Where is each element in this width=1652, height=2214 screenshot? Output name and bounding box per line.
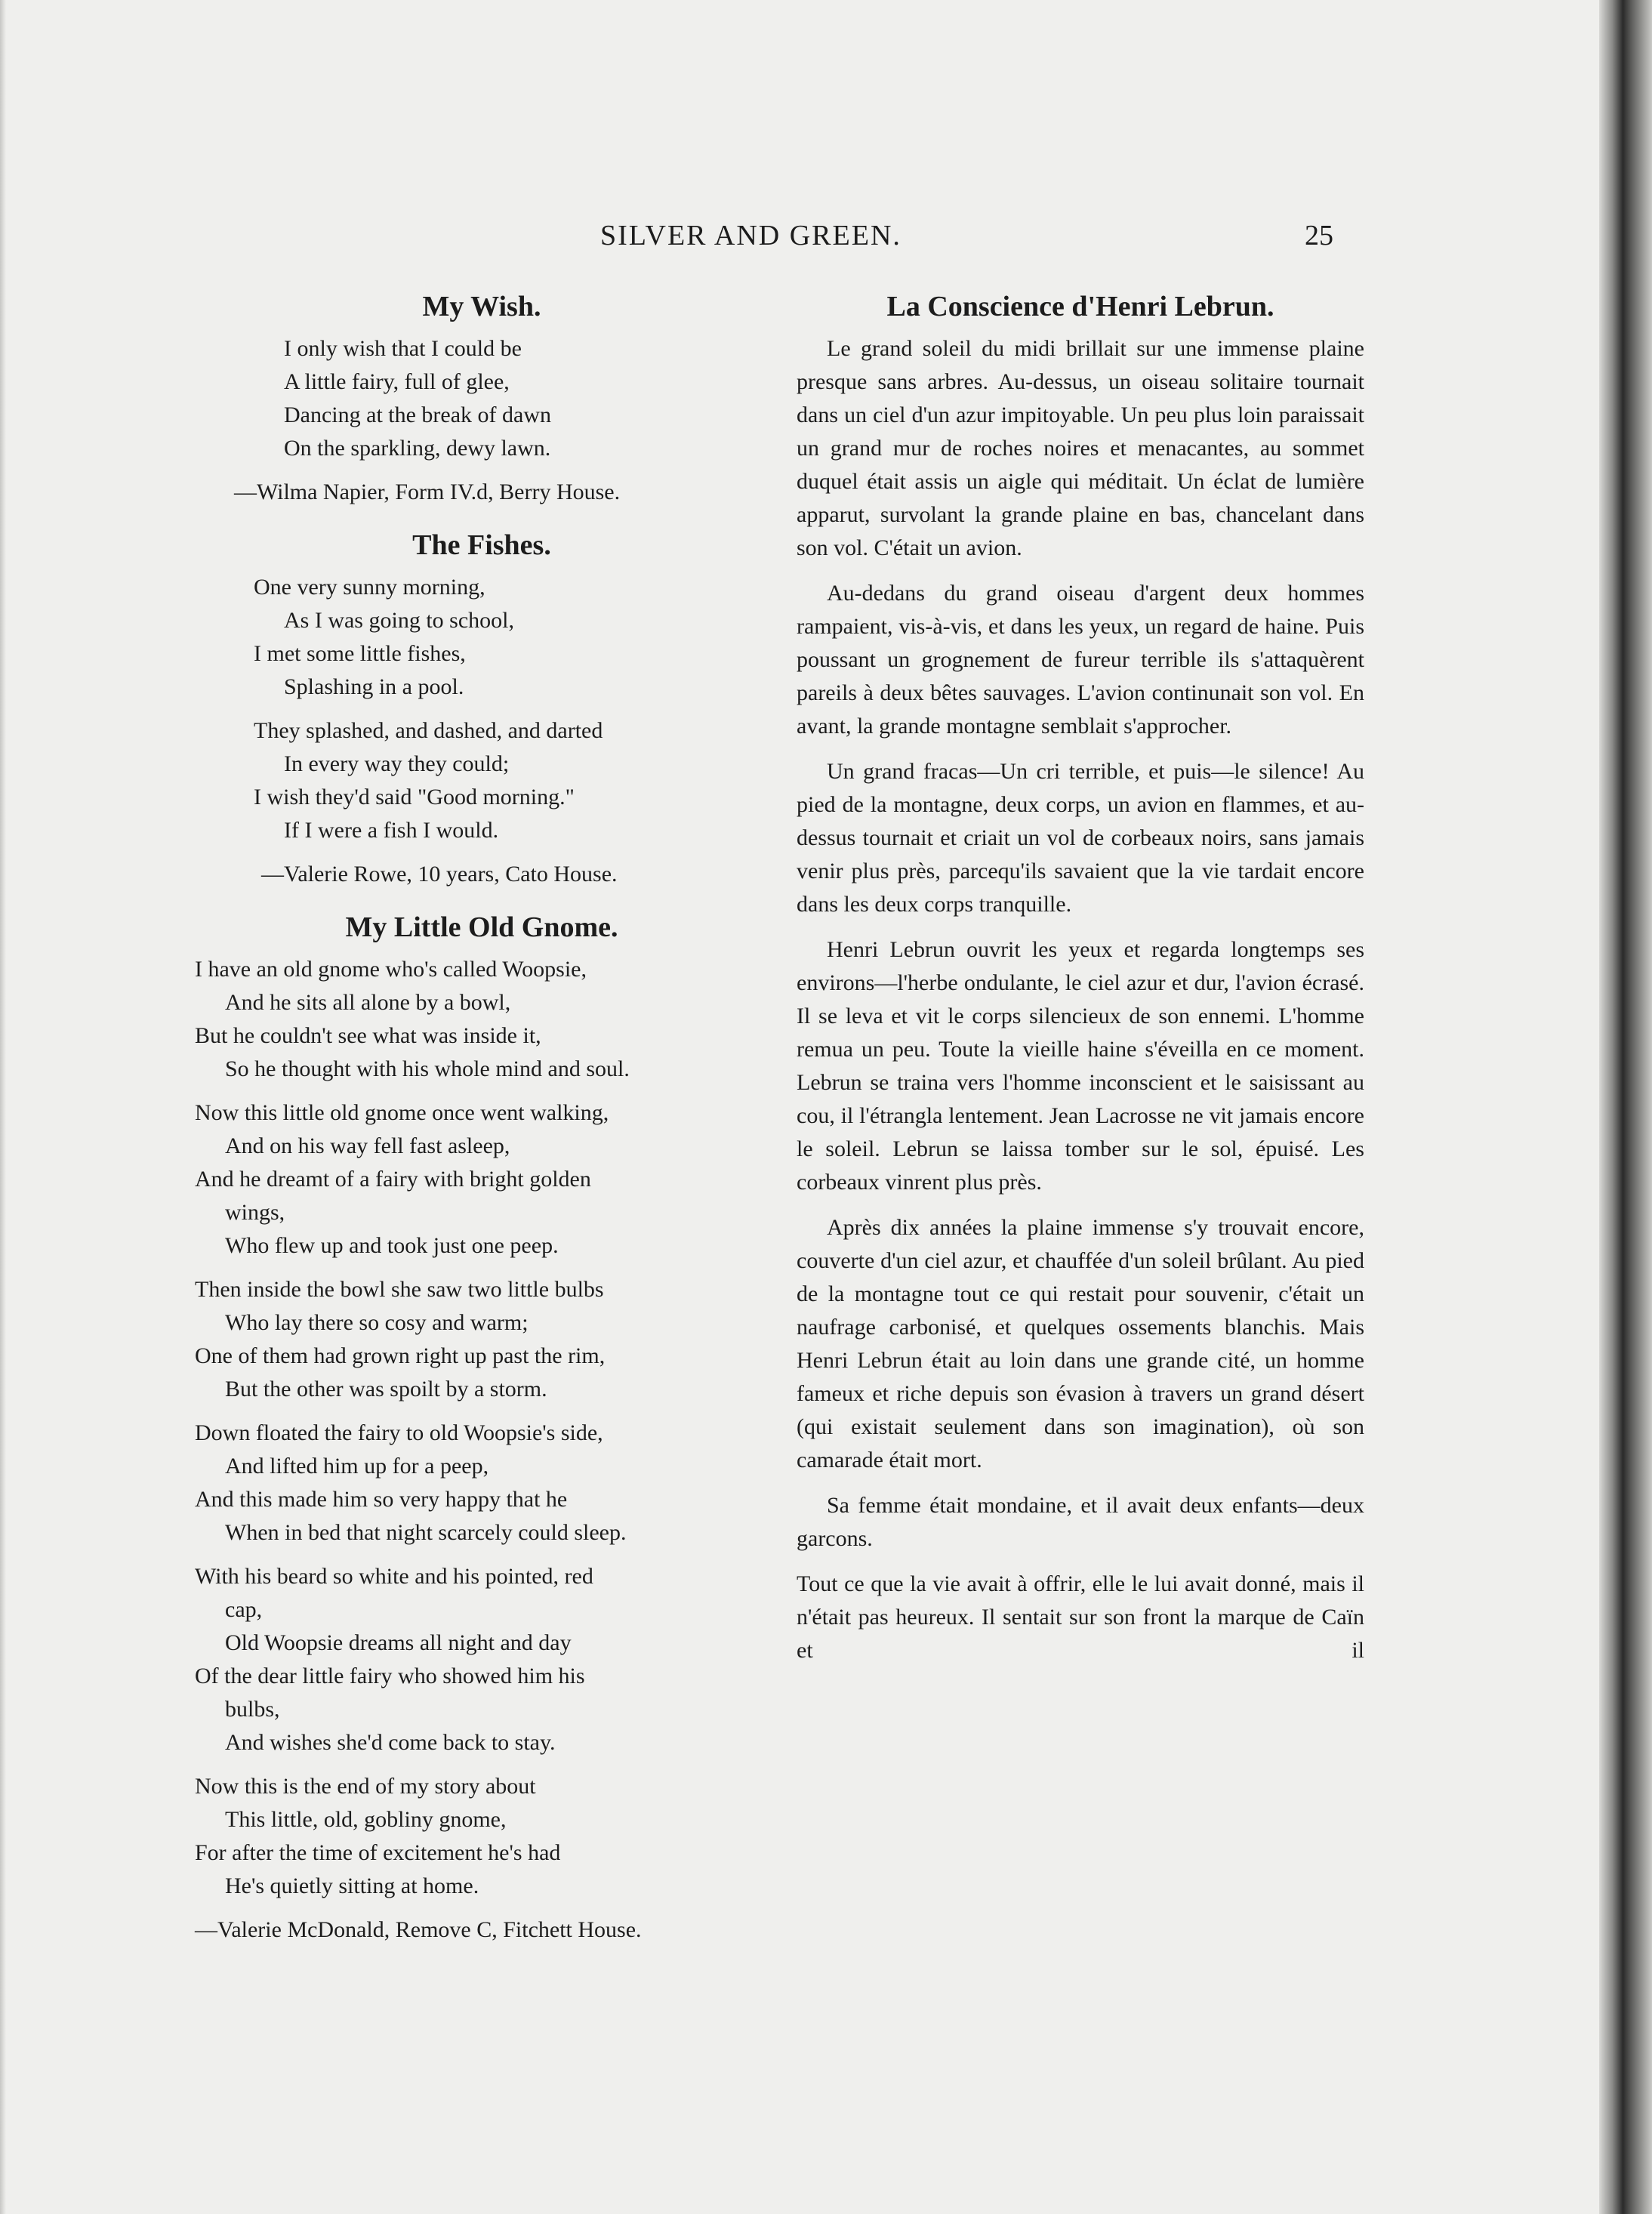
poem-my-little-old-gnome [195,908,769,1947]
poem-stanza [195,1417,769,1549]
poem-line: I have an old gnome who's called Woopsie, [195,957,587,982]
poem-line: Down floated the fairy to old Woopsie's side, [195,1420,603,1445]
poem-line: But he couldn't see what was inside it, [195,1023,541,1048]
poem-stanza [195,1770,769,1903]
story-paragraph: Un grand fracas—Un cri terrible, et puis—le silence! Au pied de la montagne, deux corps, un avion en flammes, et au-dessus tournait et criait un vol de corbeaux noirs, sans jamais venir plus près, parcequ'ils savaient que la vie tardait encore dans les deux corps tranquille. [797,759,1364,917]
story-title: La Conscience d'Henri Lebrun. [886,291,1274,322]
running-title: SILVER AND GREEN. [600,220,902,251]
book-binding-edge [1599,0,1652,2214]
poem-line: In every way they could; [284,751,510,776]
poem-line: Old Woopsie dreams all night and day [225,1630,572,1655]
poem-line: And this made him so very happy that he [195,1487,568,1512]
running-head [0,219,1652,257]
poem-line: Of the dear little fairy who showed him his [195,1664,585,1688]
page-left-shadow [0,0,6,2214]
poem-line: I only wish that I could be [284,336,522,361]
poem-line: wings, [225,1200,285,1225]
poem-line: Splashing in a pool. [284,674,464,699]
poem-line: One of them had grown right up past the rim, [195,1343,606,1368]
story-paragraph: Henri Lebrun ouvrit les yeux et regarda longtemps ses environs—l'herbe ondulante, le ciel azur et dur, l'avion écrasé. Il se leva et vit le corps silencieux de son ennemi. L'homme remua un peu. Toute la vieille haine s'éveilla en ce moment. Lebrun se traina vers l'homme inconscient et le saisissant au cou, il l'étrangla lentement. Jean Lacrosse ne vit jamais encore le soleil. Lebrun se laissa tomber sur le sol, épuisé. Les corbeaux vinrent plus près. [797,937,1364,1195]
poem-line: When in bed that night scarcely could sleep. [225,1520,627,1545]
poem-line: Who flew up and took just one peep. [225,1233,559,1258]
poem-line: Then inside the bowl she saw two little bulbs [195,1277,604,1302]
poem-attribution: —Valerie Rowe, 10 years, Cato House. [261,862,618,887]
poem-title: The Fishes. [412,529,551,561]
poem-stanza [195,714,769,847]
poem-title: My Little Old Gnome. [345,911,618,943]
poem-stanza [195,953,769,1086]
poem-my-wish [195,287,769,509]
poem-stanza [195,1560,769,1759]
poem-line: One very sunny morning, [254,575,485,600]
poem-line: And lifted him up for a peep, [225,1454,489,1479]
poem-line: With his beard so white and his pointed, red [195,1564,593,1589]
poem-stanza [195,1096,769,1263]
right-column [797,287,1364,1679]
story-paragraph: Sa femme était mondaine, et il avait deux enfants—deux garcons. [797,1493,1364,1551]
poem-line: And on his way fell fast asleep, [225,1133,510,1158]
page-number: 25 [1305,220,1333,251]
poem-line: bulbs, [225,1697,280,1722]
poem-line: Dancing at the break of dawn [284,402,552,427]
poem-line: And he dreamt of a fairy with bright golden [195,1167,591,1192]
poem-line: So he thought with his whole mind and soul. [225,1056,630,1081]
poem-line: Now this is the end of my story about [195,1774,536,1799]
poem-line: Now this little old gnome once went walking, [195,1100,609,1125]
poem-line: Who lay there so cosy and warm; [225,1310,529,1335]
poem-stanza [195,571,769,704]
poem-line: And wishes she'd come back to stay. [225,1730,556,1755]
story-paragraph: Tout ce que la vie avait à offrir, elle le lui avait donné, mais il n'était pas heureux. Il sentait sur son front la marque de Caïn et il [797,1571,1364,1663]
poem-line: As I was going to school, [284,608,514,633]
poem-attribution: —Valerie McDonald, Remove C, Fitchett House. [195,1917,642,1942]
poem-stanza [195,332,769,465]
poem-stanza [195,1273,769,1406]
poem-line: They splashed, and dashed, and darted [254,718,603,743]
story-paragraph: Au-dedans du grand oiseau d'argent deux hommes rampaient, vis-à-vis, et dans les yeux, un regard de haine. Puis poussant un grognement de fureur terrible ils s'attaquèrent pareils à deux bêtes sauvages. L'avion continunait son vol. En avant, la grande montagne semblait s'approcher. [797,581,1364,739]
poem-line: I met some little fishes, [254,641,466,666]
poem-the-fishes [195,526,769,891]
poem-line: This little, old, gobliny gnome, [225,1807,507,1832]
poem-line: I wish they'd said "Good morning." [254,785,575,809]
left-column [195,287,769,1963]
poem-line: cap, [225,1597,263,1622]
poem-attribution: —Wilma Napier, Form IV.d, Berry House. [234,479,621,504]
poem-title: My Wish. [422,291,541,322]
poem-line: He's quietly sitting at home. [225,1873,479,1898]
poem-line: If I were a fish I would. [284,818,499,843]
poem-line: A little fairy, full of glee, [284,369,510,394]
poem-line: On the sparkling, dewy lawn. [284,436,551,461]
story-paragraph: Après dix années la plaine immense s'y trouvait encore, couverte d'un ciel azur, et chauffée d'un soleil brûlant. Au pied de la montagne tout ce qui restait pour souvenir, c'était un naufrage carbonisé, et quelques ossements blanchis. Mais Henri Lebrun était au loin dans une grande cité, un homme fameux et riche depuis son évasion à travers un grand désert (qui existait seulement dans son imagination), où son camarade était mort. [797,1215,1364,1472]
story-paragraph: Le grand soleil du midi brillait sur une immense plaine presque sans arbres. Au-dessus, un oiseau solitaire tournait dans un ciel d'un azur impitoyable. Un peu plus loin paraissait un grand mur de roches noires et menacantes, au sommet duquel était assis un aigle qui méditait. Un éclat de lumière apparut, survolant la grande plaine en bas, chancelant dans son vol. C'était un avion. [797,336,1364,560]
poem-line: But the other was spoilt by a storm. [225,1377,547,1401]
poem-line: For after the time of excitement he's had [195,1840,561,1865]
poem-line: And he sits all alone by a bowl, [225,990,511,1015]
